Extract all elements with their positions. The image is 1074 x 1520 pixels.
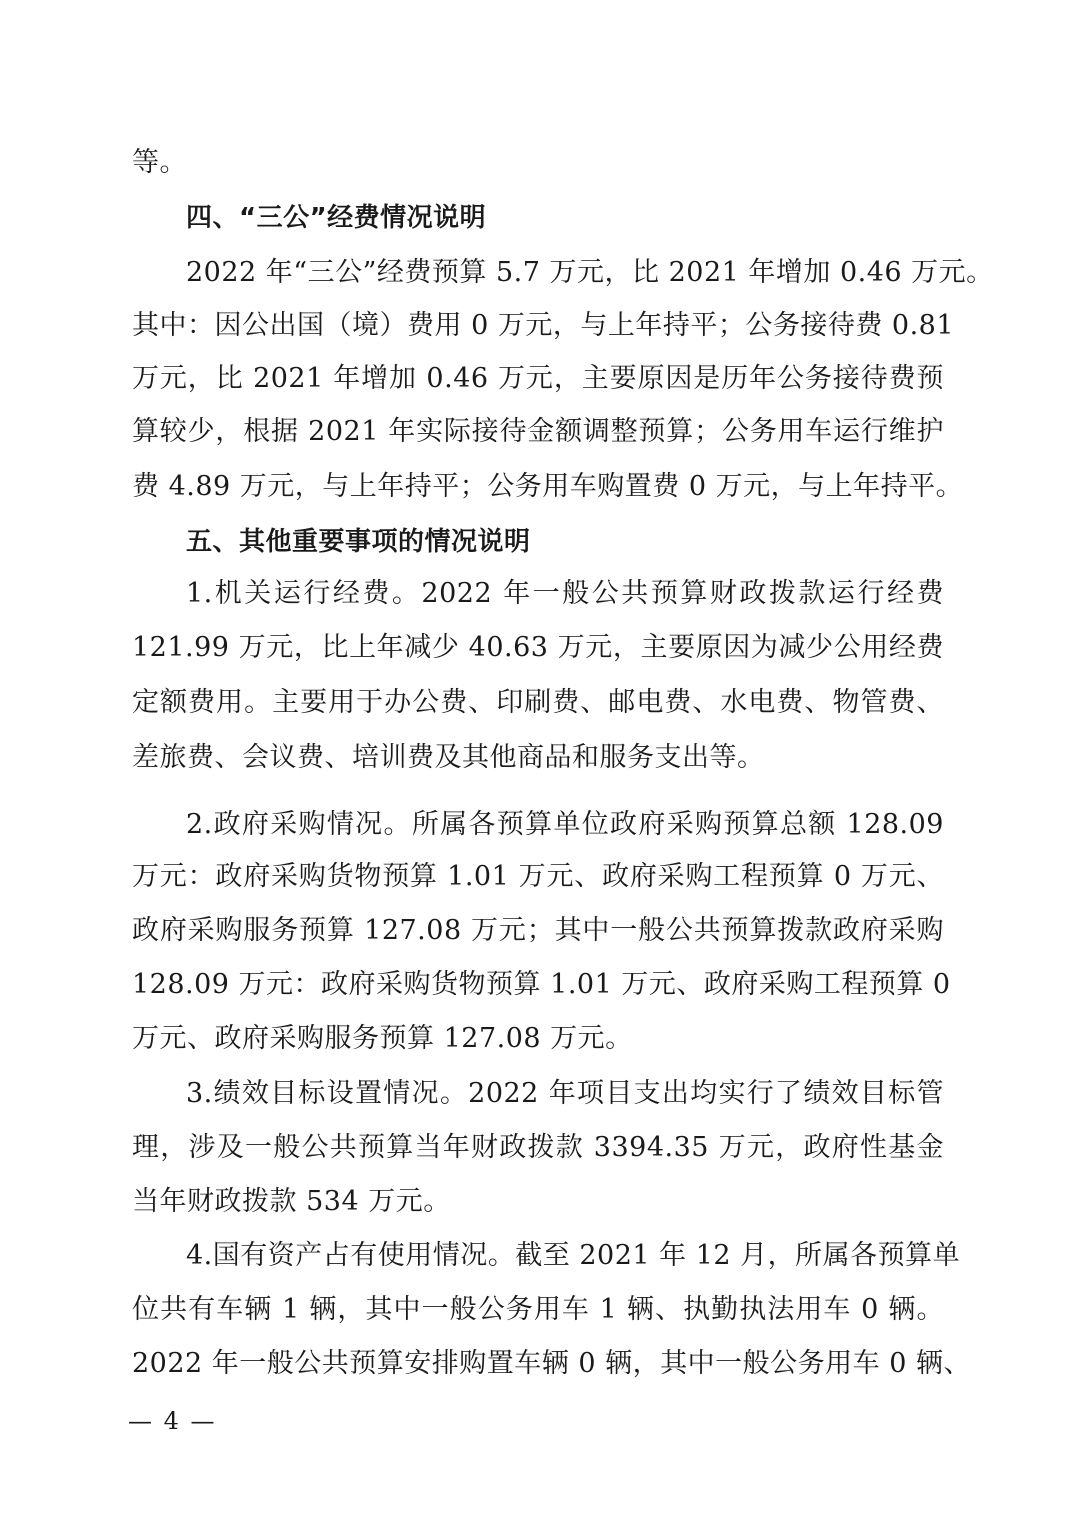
paragraph-line: 其中：因公出国（境）费用 0 万元，与上年持平；公务接待费 0.81 [132,310,955,341]
paragraph-line: 121.99 万元，比上年减少 40.63 万元，主要原因为减少公用经费 [132,632,944,663]
paragraph-line: 万元：政府采购货物预算 1.01 万元、政府采购工程预算 0 万元、 [132,861,944,892]
paragraph-line: 128.09 万元：政府采购货物预算 1.01 万元、政府采购工程预算 0 [132,969,951,1000]
paragraph-line: 4.国有资产占有使用情况。截至 2021 年 12 月，所属各预算单 [186,1240,961,1271]
paragraph-line: 位共有车辆 1 辆，其中一般公务用车 1 辆、执勤执法用车 0 辆。 [132,1294,944,1325]
paragraph-line: 万元、政府采购服务预算 127.08 万元。 [132,1023,633,1054]
section-heading-four: 四、“三公”经费情况说明 [186,203,487,233]
paragraph-line: 算较少，根据 2021 年实际接待金额调整预算；公务用车运行维护 [132,416,944,447]
paragraph-line: 当年财政拨款 534 万元。 [132,1186,451,1217]
paragraph-line: 1.机关运行经费。2022 年一般公共预算财政拨款运行经费 [186,578,944,609]
paragraph-line: 2022 年“三公”经费预算 5.7 万元，比 2021 年增加 0.46 万元。 [186,257,994,288]
page-number: — 4 — [128,1407,217,1435]
paragraph-line: 理，涉及一般公共预算当年财政拨款 3394.35 万元，政府性基金 [132,1132,944,1163]
paragraph-line: 3.绩效目标设置情况。2022 年项目支出均实行了绩效目标管 [186,1078,944,1109]
paragraph-line: 万元，比 2021 年增加 0.46 万元，主要原因是历年公务接待费预 [132,363,944,394]
paragraph-line: 定额费用。主要用于办公费、印刷费、邮电费、水电费、物管费、 [132,687,944,718]
paragraph-line: 差旅费、会议费、培训费及其他商品和服务支出等。 [132,742,765,773]
section-heading-five: 五、其他重要事项的情况说明 [186,527,531,557]
paragraph-line: 费 4.89 万元，与上年持平；公务用车购置费 0 万元，与上年持平。 [132,471,964,502]
paragraph-line: 2022 年一般公共预算安排购置车辆 0 辆，其中一般公务用车 0 辆、 [132,1348,971,1379]
text-line-continuation: 等。 [132,147,187,178]
paragraph-line: 2.政府采购情况。所属各预算单位政府采购预算总额 128.09 [186,809,944,840]
paragraph-line: 政府采购服务预算 127.08 万元；其中一般公共预算拨款政府采购 [132,915,944,946]
